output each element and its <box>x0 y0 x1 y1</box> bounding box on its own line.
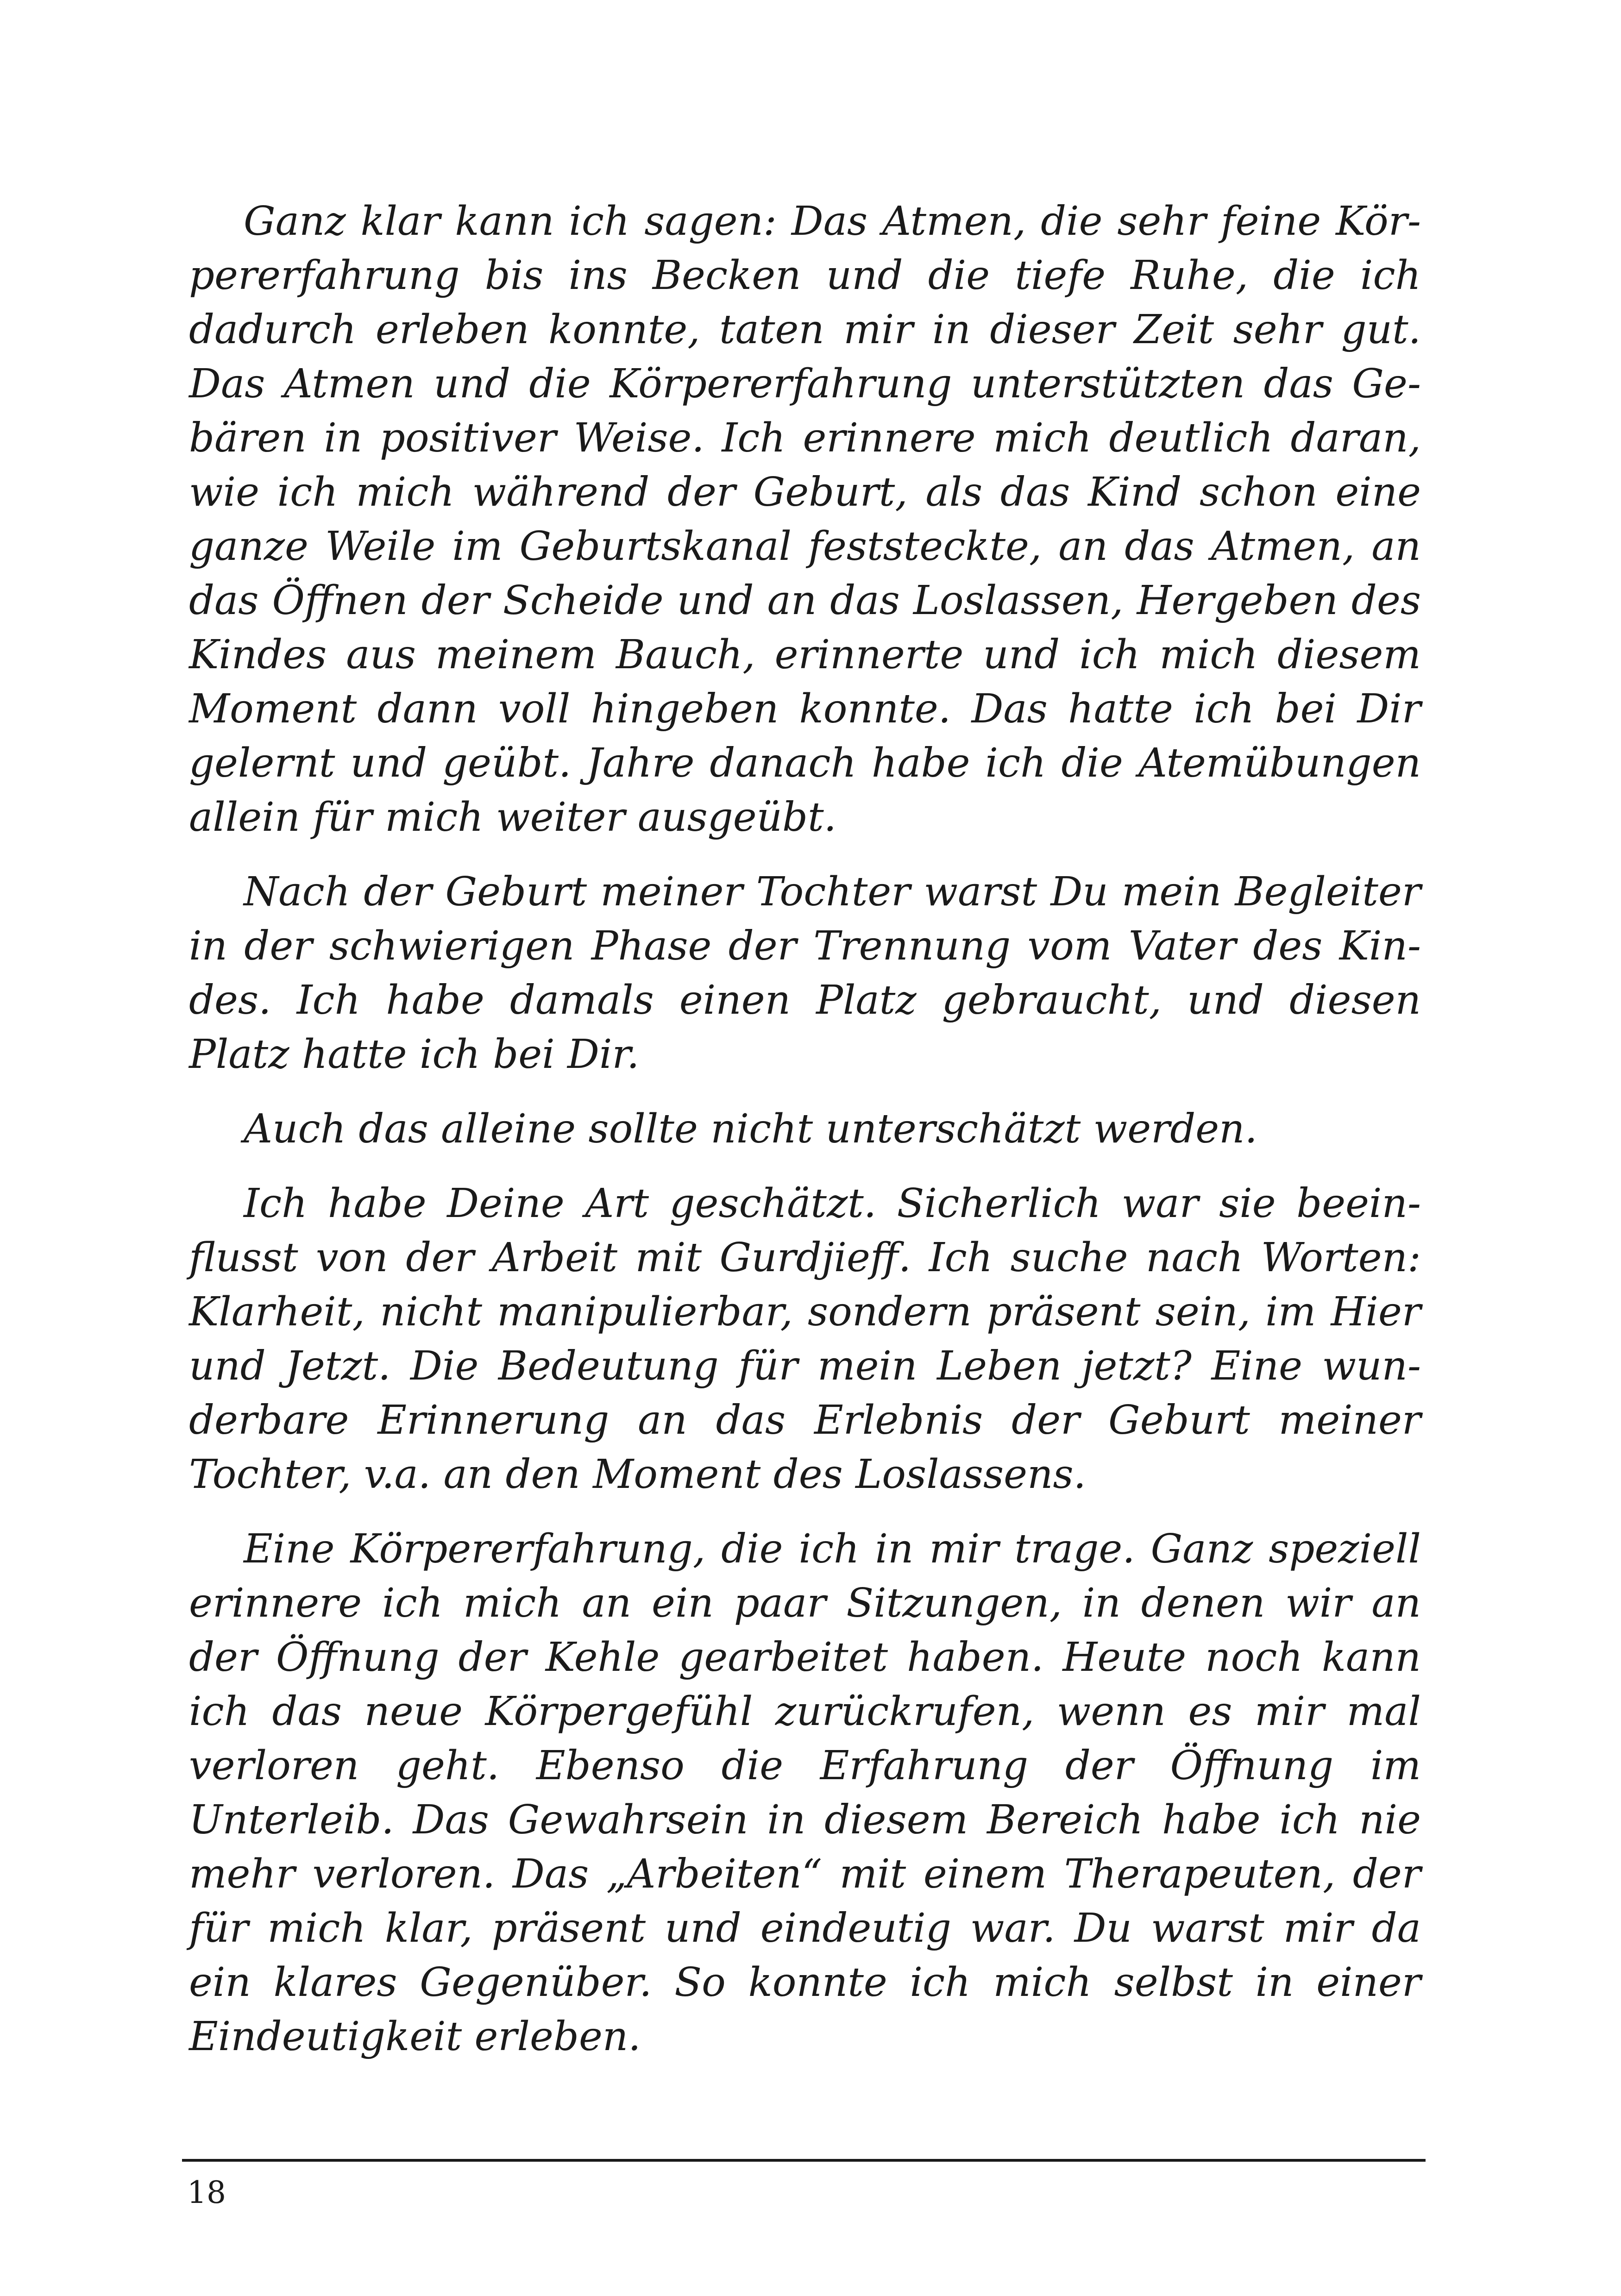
footer-rule <box>182 2159 1426 2162</box>
paragraph-5: Eine Körpererfahrung, die ich in mir trage. Ganz speziell erinnere ich mich an ein paar Sitzungen, in denen wir an der Öffnung der Kehle gearbeitet haben. Heute noch kann ich das neue Körpergefühl zurückrufen, wenn es mir mal verloren geht. Ebenso die Erfahrung der Öffnung im Unterleib. Das Gewahrsein in diesem Bereich habe ich nie mehr verloren. Das „Arbeiten“ mit einem Therapeuten, der für mich klar, präsent und eindeutig war. Du warst mir da ein klares Gegenüber. So konnte ich mich selbst in einer Eindeutigkeit erleben. <box>189 1526 1421 2060</box>
paragraph-1: Ganz klar kann ich sagen: Das Atmen, die sehr feine Körpererfahrung bis ins Becken und die tiefe Ruhe, die ich dadurch erleben konnte, taten mir in dieser Zeit sehr gut. Das Atmen und die Körpererfahrung unterstützten das Gebären in positiver Weise. Ich erinnere mich deutlich daran, wie ich mich während der Geburt, als das Kind schon eine ganze Weile im Geburtskanal feststeckte, an das Atmen, an das Öffnen der Scheide und an das Loslassen, Hergeben des Kindes aus meinem Bauch, erinnerte und ich mich diesem Moment dann voll hingeben konnte. Das hatte ich bei Dir gelernt und geübt. Jahre danach habe ich die Atemübungen allein für mich weiter ausgeübt. <box>189 198 1421 841</box>
body-text <box>189 194 1421 2064</box>
paragraph-3: Auch das alleine sollte nicht unterschätzt werden. <box>244 1106 1257 1152</box>
paragraph-4: Ich habe Deine Art geschätzt. Sicherlich war sie beeinflusst von der Arbeit mit Gurdjieff. Ich suche nach Worten: Klarheit, nicht manipulierbar, sondern präsent sein, im Hier und Jetzt. Die Bedeutung für mein Leben jetzt? Eine wunderbare Erinnerung an das Erlebnis der Geburt meiner Tochter, v.a. an den Moment des Loslassens. <box>189 1180 1421 1498</box>
paragraph-2: Nach der Geburt meiner Tochter warst Du mein Begleiter in der schwierigen Phase der Trennung vom Vater des Kindes. Ich habe damals einen Platz gebraucht, und diesen Platz hatte ich bei Dir. <box>189 869 1421 1078</box>
page-number: 18 <box>187 2175 226 2210</box>
